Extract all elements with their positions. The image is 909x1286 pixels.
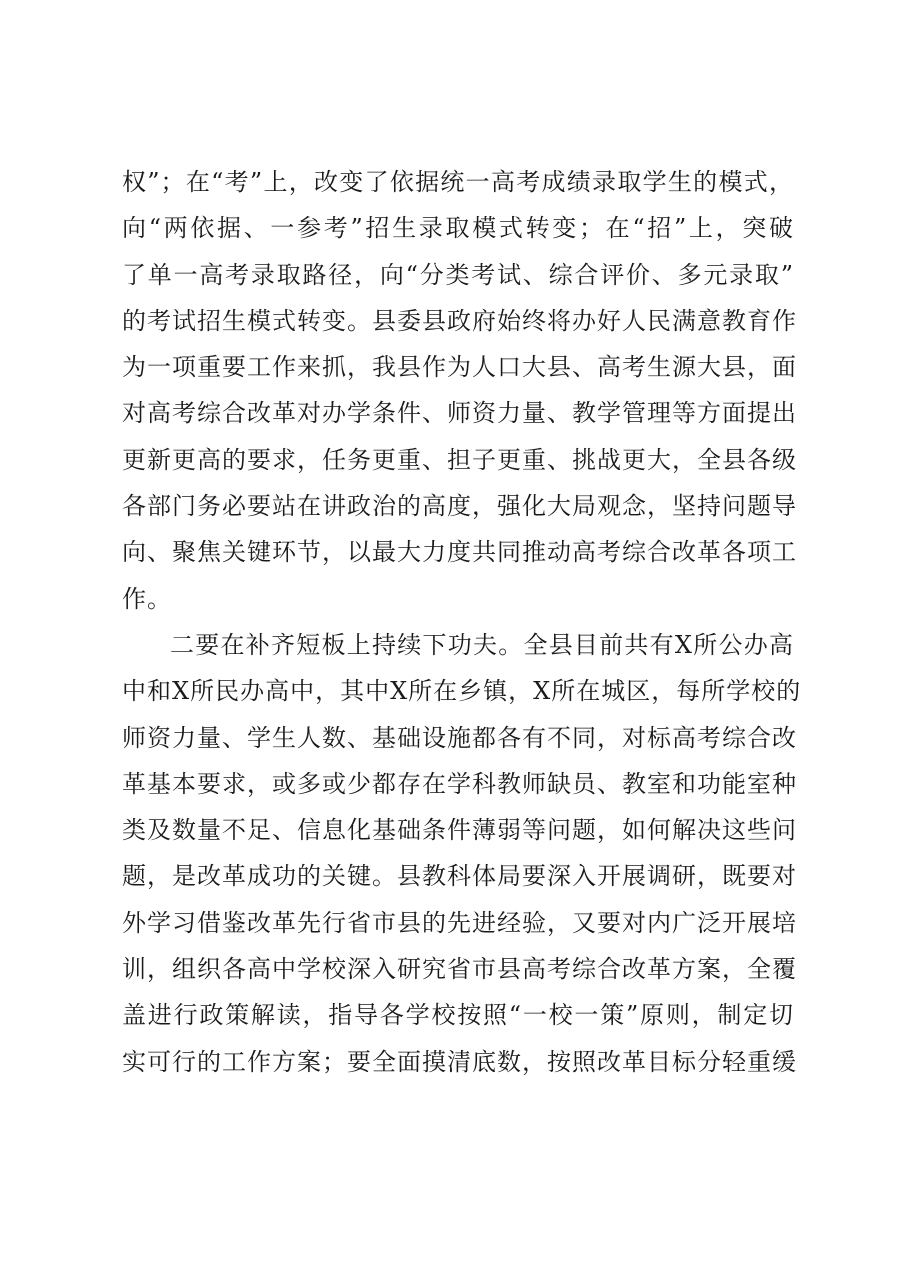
text-line: 权”；在“考”上，改变了依据统一高考成绩录取学生的模式， [122,168,794,196]
paragraph-1 [122,159,797,622]
text-line: 中和X所民办高中，其中X所在乡镇，X所在城区，每所学校的 [122,677,802,706]
text-line: 对高考综合改革对办学条件、师资力量、教学管理等方面提出 [122,399,797,428]
text-line: 实可行的工作方案；要全面摸清底数，按照改革目标分轻重缓 [122,1047,797,1076]
text-line: 师资力量、学生人数、基础设施都各有不同，对标高考综合改 [122,723,797,752]
text-line: 为一项重要工作来抓，我县作为人口大县、高考生源大县，面 [122,353,797,382]
text-line: 各部门务必要站在讲政治的高度，强化大局观念，坚持问题导 [122,492,797,521]
text-line: 向、聚焦关键环节，以最大力度共同推动高考综合改革各项工 [122,538,797,567]
document-body [122,159,802,1085]
text-line: 革基本要求，或多或少都存在学科教师缺员、教室和功能室种 [122,769,797,798]
text-line: 作。 [122,584,172,613]
text-line: 向“两依据、一参考”招生录取模式转变；在“招”上，突破 [122,214,794,243]
text-line: 训，组织各高中学校深入研究省市县高考综合改革方案，全覆 [122,955,797,984]
text-line: 更新更高的要求，任务更重、担子更重、挑战更大，全县各级 [122,445,797,474]
text-line: 类及数量不足、信息化基础条件薄弱等问题，如何解决这些问 [122,816,797,845]
text-line: 二要在补齐短板上持续下功夫。全县目前共有X所公办高 [170,630,794,659]
paragraph-2 [122,622,802,1085]
text-line: 外学习借鉴改革先行省市县的先进经验，又要对内广泛开展培 [122,908,797,937]
text-line: 的考试招生模式转变。县委县政府始终将办好人民满意教育作 [122,306,797,335]
text-line: 盖进行政策解读，指导各学校按照“一校一策”原则，制定切 [122,1001,794,1030]
text-line: 题，是改革成功的关键。县教科体局要深入开展调研，既要对 [122,862,797,891]
text-line: 了单一高考录取路径，向“分类考试、综合评价、多元录取” [122,260,794,289]
